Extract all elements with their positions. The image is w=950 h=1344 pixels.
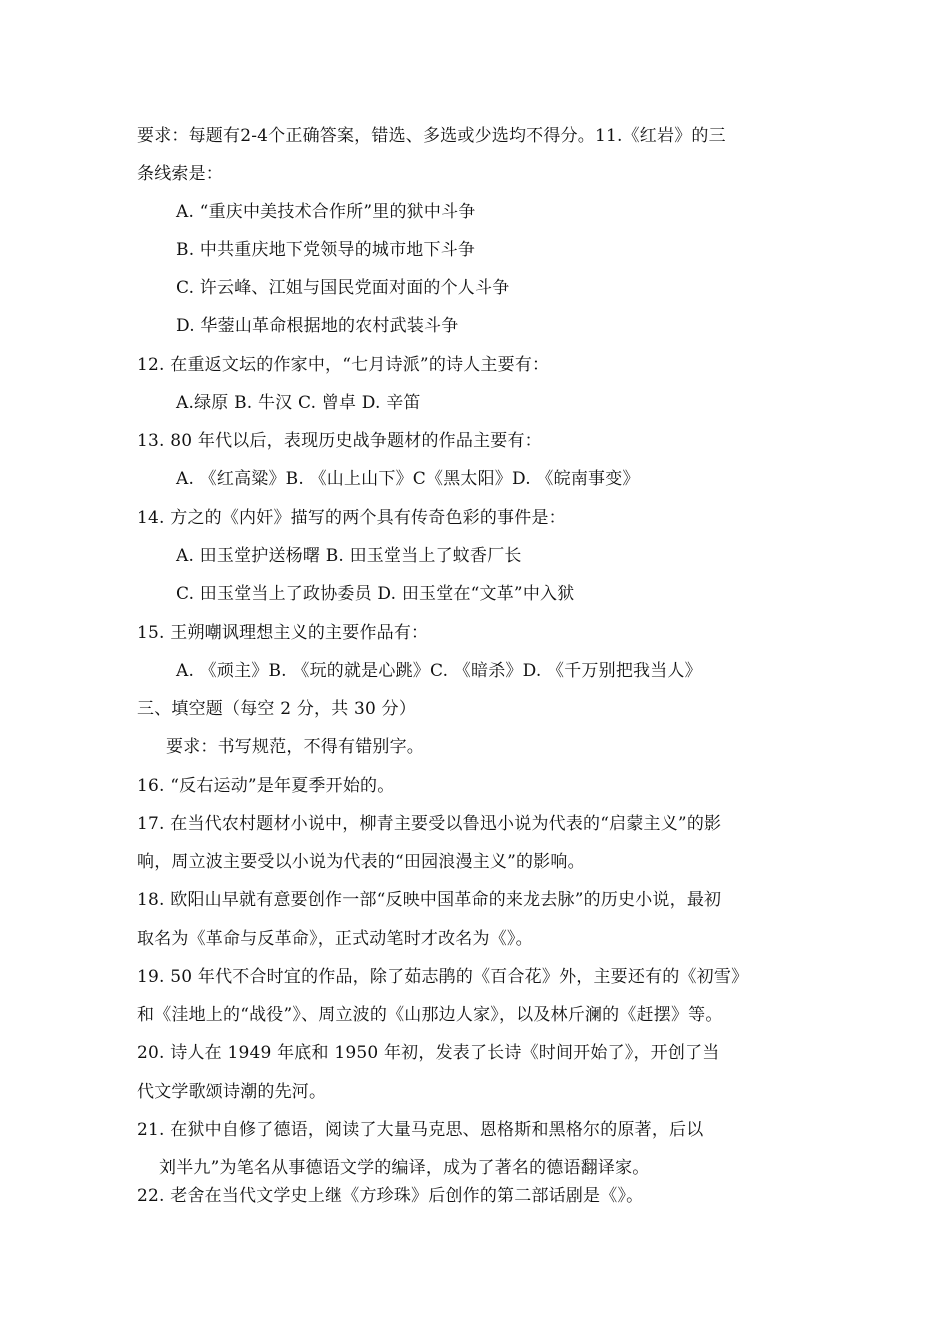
question-18-continuation: 取名为《革命与反革命》，正式动笔时才改名为《》。 (137, 929, 533, 949)
question-13: 13. 80 年代以后，表现历史战争题材的作品主要有： (137, 431, 542, 451)
q11-option-d: D. 华蓥山革命根据地的农村武装斗争 (176, 316, 459, 336)
q11-option-b: B. 中共重庆地下党领导的城市地下斗争 (176, 240, 476, 260)
q14-options-ab: A. 田玉堂护送杨曙 B. 田玉堂当上了蚊香厂长 (176, 546, 522, 566)
question-15: 15. 王朔嘲讽理想主义的主要作品有： (137, 623, 429, 643)
q11-continuation: 条线索是： (137, 164, 223, 184)
q15-options: A. 《顽主》B. 《玩的就是心跳》C. 《暗杀》D. 《千万别把我当人》 (176, 661, 702, 681)
instruction-multiple-choice-q11: 要求：每题有2-4个正确答案，错选、多选或少选均不得分。11.《红岩》的三 (137, 126, 726, 146)
question-17-continuation: 响，周立波主要受以小说为代表的“田园浪漫主义”的影响。 (137, 852, 585, 872)
section-three-instruction: 要求：书写规范，不得有错别字。 (166, 737, 424, 757)
question-18: 18. 欧阳山早就有意要创作一部“反映中国革命的来龙去脉”的历史小说，最初 (137, 890, 722, 910)
q11-option-c: C. 许云峰、江姐与国民党面对面的个人斗争 (176, 278, 510, 298)
q12-options: A.绿原 B. 牛汉 C. 曾卓 D. 辛笛 (176, 393, 421, 413)
question-20-continuation: 代文学歌颂诗潮的先河。 (137, 1082, 327, 1102)
question-21-continuation: 刘半九”为笔名从事德语文学的编译，成为了著名的德语翻译家。 (159, 1158, 650, 1178)
question-17: 17. 在当代农村题材小说中，柳青主要受以鲁迅小说为代表的“启蒙主义”的影 (137, 814, 722, 834)
section-three-heading: 三、填空题（每空 2 分，共 30 分） (137, 699, 417, 719)
q11-option-a: A. “重庆中美技术合作所”里的狱中斗争 (176, 202, 476, 222)
question-22: 22. 老舍在当代文学史上继《方珍珠》后创作的第二部话剧是《》。 (137, 1186, 644, 1206)
question-20: 20. 诗人在 1949 年底和 1950 年初，发表了长诗《时间开始了》，开创了当 (137, 1043, 720, 1063)
question-12: 12. 在重返文坛的作家中，“七月诗派”的诗人主要有： (137, 355, 550, 375)
question-19: 19. 50 年代不合时宜的作品，除了茹志鹃的《百合花》外，主要还有的《初雪》 (137, 967, 749, 987)
question-14: 14. 方之的《内奸》描写的两个具有传奇色彩的事件是： (137, 508, 566, 528)
question-21: 21. 在狱中自修了德语，阅读了大量马克思、恩格斯和黑格尔的原著，后以 (137, 1120, 704, 1140)
q13-options: A. 《红高粱》B. 《山上山下》C《黑太阳》D. 《皖南事变》 (176, 469, 640, 489)
q14-options-cd: C. 田玉堂当上了政协委员 D. 田玉堂在“文革”中入狱 (176, 584, 575, 604)
question-19-continuation: 和《洼地上的“战役”》、周立波的《山那边人家》，以及林斤澜的《赶摆》等。 (137, 1005, 723, 1025)
question-16: 16. “反右运动”是年夏季开始的。 (137, 776, 395, 796)
